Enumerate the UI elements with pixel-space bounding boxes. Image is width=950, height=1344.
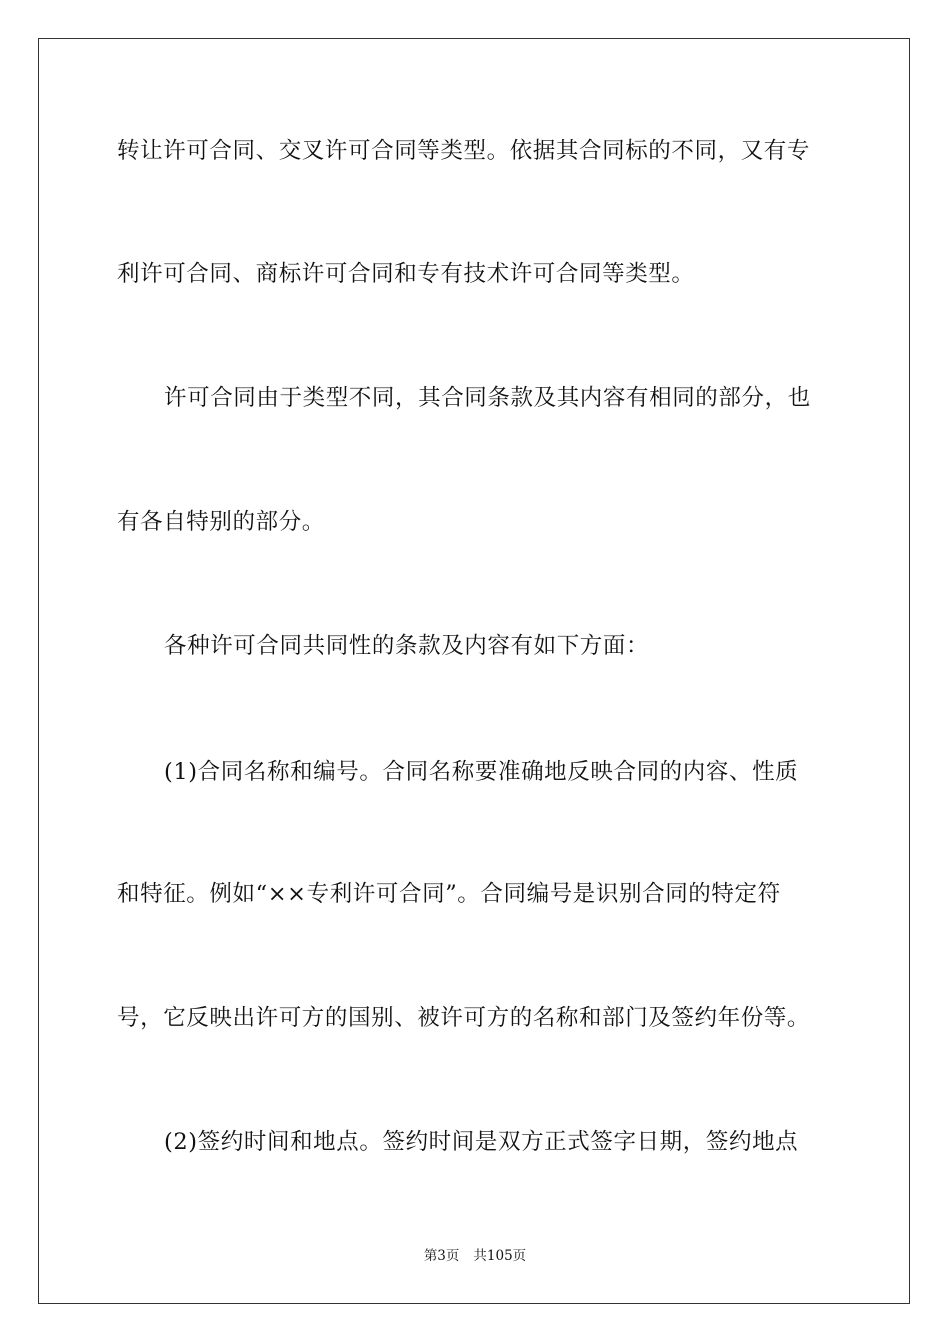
paragraph-line: 号，它反映出许可方的国别、被许可方的名称和部门及签约年份等。 <box>117 1005 811 1031</box>
paragraph-line: (2)签约时间和地点。签约时间是双方正式签字日期，签约地点 <box>164 1129 799 1155</box>
paragraph-line: 和特征。例如“××专利许可合同”。合同编号是识别合同的特定符 <box>117 881 781 907</box>
page-border <box>38 38 910 1304</box>
page-footer <box>0 1247 950 1265</box>
paragraph-line: 许可合同由于类型不同，其合同条款及其内容有相同的部分，也 <box>164 385 811 411</box>
page-number: 第3页 <box>423 1248 460 1264</box>
paragraph-line: 各种许可合同共同性的条款及内容有如下方面： <box>164 633 650 659</box>
page-total: 共105页 <box>473 1248 527 1264</box>
paragraph-line: 转让许可合同、交叉许可合同等类型。依据其合同标的不同，又有专 <box>117 138 811 164</box>
paragraph-line: (1)合同名称和编号。合同名称要准确地反映合同的内容、性质 <box>164 759 799 785</box>
paragraph-line: 有各自特别的部分。 <box>117 509 325 535</box>
paragraph-line: 利许可合同、商标许可合同和专有技术许可合同等类型。 <box>117 261 695 287</box>
